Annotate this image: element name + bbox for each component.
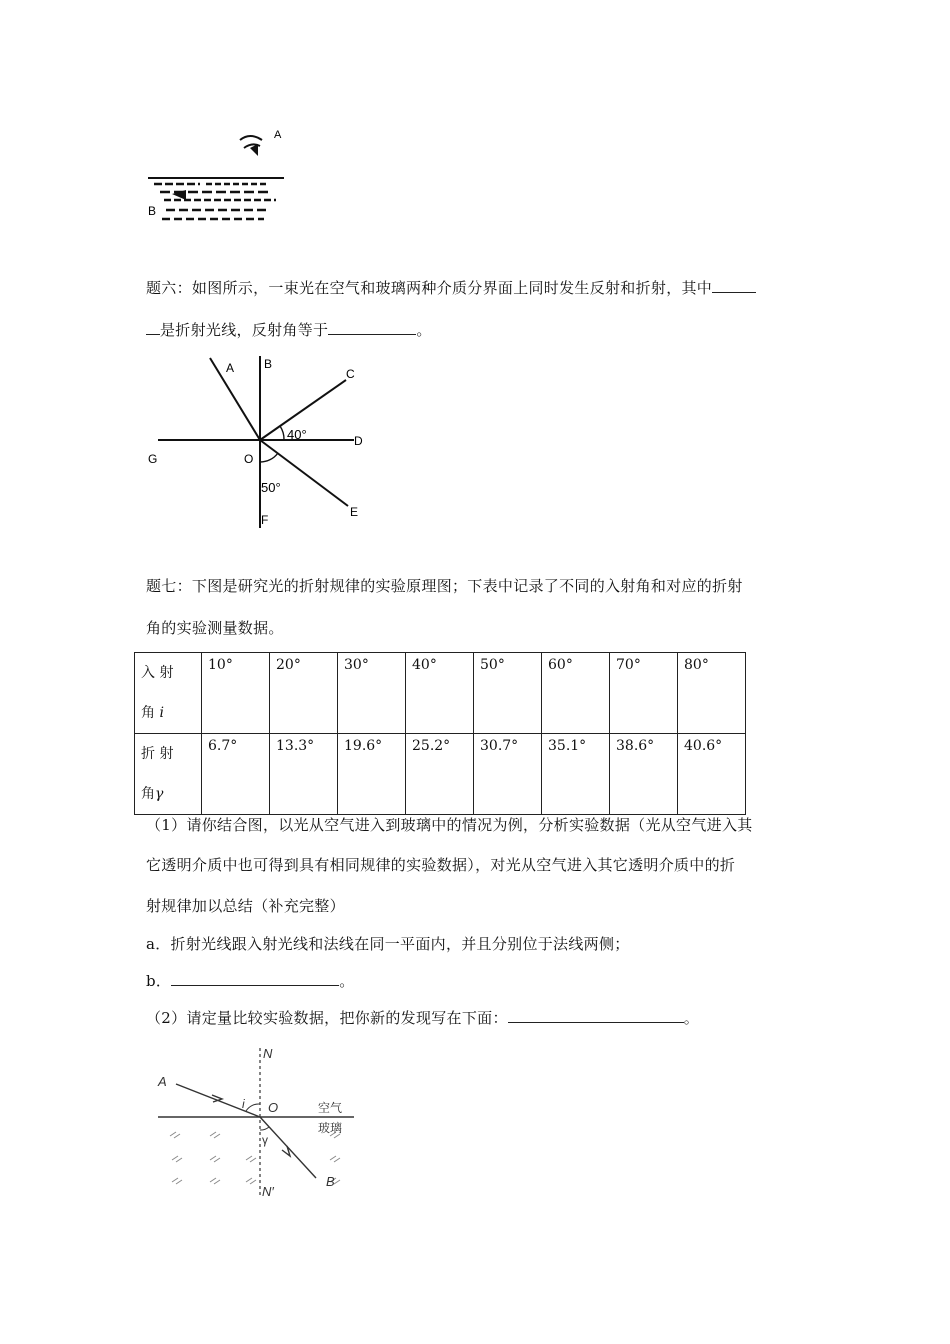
label-i: i: [242, 1097, 245, 1111]
part2-blank[interactable]: [508, 1008, 684, 1023]
table-cell: 80°: [678, 653, 746, 734]
arc-i: [246, 1104, 260, 1111]
label-o: O: [268, 1100, 279, 1115]
arc-gamma: [260, 1127, 269, 1130]
q7-line1: 题七：下图是研究光的折射规律的实验原理图；下表中记录了不同的入射角和对应的折射: [146, 577, 743, 595]
table-cell: 70°: [610, 653, 678, 734]
table-cell: 6.7°: [202, 734, 270, 815]
part1-line3: 射规律加以总结（补充完整）: [146, 897, 345, 915]
q6-line1: 题六：如图所示，一束光在空气和玻璃两种介质分界面上同时发生反射和折射，其中: [146, 278, 756, 298]
angle-label-40: 40°: [287, 427, 307, 442]
label-f: F: [261, 513, 269, 527]
figure-refraction-experiment: [150, 1044, 370, 1204]
table-cell: 50°: [474, 653, 542, 734]
label-air: 空气: [318, 1101, 343, 1115]
table-cell: 30.7°: [474, 734, 542, 815]
arc-50: [260, 453, 278, 462]
label-n: N: [263, 1046, 273, 1061]
part2-line: （2）请定量比较实验数据，把你新的发现写在下面： 。: [146, 1009, 700, 1027]
label-b: B: [326, 1174, 335, 1189]
ray-oe: [260, 440, 348, 506]
table-cell: 25.2°: [406, 734, 474, 815]
label-o: O: [244, 452, 254, 466]
part1-b: b． 。: [146, 972, 355, 990]
row-head-incidence: 入 射 角 i: [135, 653, 202, 734]
label-a: A: [226, 361, 235, 375]
label-b: B: [148, 204, 157, 218]
table-cell: 20°: [270, 653, 338, 734]
table-row-incidence: [135, 653, 746, 734]
table-cell: 10°: [202, 653, 270, 734]
table-row-refraction: [135, 734, 746, 815]
label-g: G: [148, 452, 158, 466]
label-a: A: [274, 129, 282, 141]
label-n-prime: N′: [262, 1184, 274, 1199]
part1-b-blank[interactable]: [171, 971, 339, 986]
part1-a: a．折射光线跟入射光线和法线在同一平面内，并且分别位于法线两侧；: [146, 935, 630, 953]
q6-blank-1-cont[interactable]: [146, 320, 160, 335]
angle-label-50: 50°: [261, 480, 281, 495]
q6-blank-1[interactable]: [712, 278, 756, 293]
row-head-refraction: 折 射 角γ: [135, 734, 202, 815]
ray-oa: [210, 358, 260, 440]
arc-40: [280, 426, 284, 440]
water-dashes: [154, 184, 276, 219]
part1-line2: 它透明介质中也可得到具有相同规律的实验数据），对光从空气进入其它透明介质中的折: [146, 856, 736, 874]
q7-line2: 角的实验测量数据。: [146, 619, 284, 637]
table-cell: 13.3°: [270, 734, 338, 815]
part1-line1: （1）请你结合图，以光从空气进入到玻璃中的情况为例，分析实验数据（光从空气进入其: [146, 816, 753, 834]
table-cell: 60°: [542, 653, 610, 734]
label-a: A: [158, 1074, 167, 1089]
label-b: B: [264, 357, 273, 371]
q6-blank-2[interactable]: [328, 320, 416, 335]
table-cell: 35.1°: [542, 734, 610, 815]
table-cell: 38.6°: [610, 734, 678, 815]
eye-icon: [240, 136, 262, 156]
figure-eye-water: [140, 118, 300, 228]
figure-reflection-refraction: [140, 350, 380, 540]
q6-line2: 是折射光线，反射角等于 。: [146, 320, 432, 340]
refraction-data-table: [134, 652, 746, 815]
label-d: D: [354, 434, 363, 448]
label-e: E: [350, 505, 359, 519]
table-cell: 40°: [406, 653, 474, 734]
label-gamma: γ: [262, 1133, 268, 1147]
label-c: C: [346, 367, 355, 381]
table-cell: 19.6°: [338, 734, 406, 815]
table-cell: 40.6°: [678, 734, 746, 815]
label-glass: 玻璃: [318, 1121, 343, 1135]
table-cell: 30°: [338, 653, 406, 734]
